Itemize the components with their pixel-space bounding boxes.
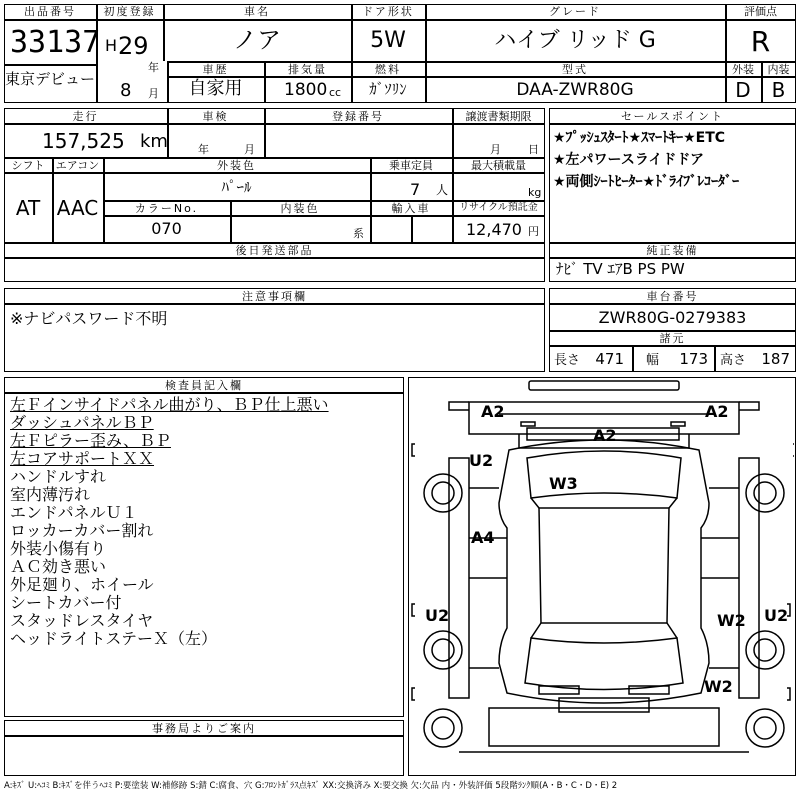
month-unit: 月 <box>148 87 159 100</box>
spec-label: 諸元 <box>659 332 686 345</box>
damage-mark: W3 <box>549 474 578 493</box>
inspector-line: ハンドルすれ <box>10 467 107 486</box>
reg-month: 8 <box>120 80 132 101</box>
type: DAA-ZWR80G <box>516 80 634 100</box>
capacity: 7 <box>410 180 421 199</box>
transfer-month-unit: 月 <box>490 143 501 156</box>
ac: AAC <box>56 196 99 220</box>
inspector-line: ダッシュパネルＢＰ <box>10 413 154 432</box>
interior-label: 内装 <box>767 63 790 76</box>
inspector-line: 外足廻り、ホイール <box>10 575 154 594</box>
fuel-label: 燃料 <box>375 63 401 76</box>
capacity-unit: 人 <box>436 183 449 197</box>
color-no: 070 <box>151 219 182 238</box>
exterior-label: 外装 <box>732 63 754 76</box>
shift: AT <box>15 196 41 220</box>
height-label: 高さ <box>720 353 747 368</box>
office-label: 事務局よりご案内 <box>152 722 256 735</box>
height: 187 <box>761 350 790 368</box>
notes-label: 注意事項欄 <box>242 290 307 303</box>
era: H <box>105 36 118 55</box>
length-label: 長さ <box>554 353 581 368</box>
ac-label: エアコン <box>55 159 100 172</box>
inspector-notes <box>10 396 329 648</box>
car-diagram-block <box>408 377 796 776</box>
inspector-line: エンドパネルＵ１ <box>10 503 138 522</box>
inspector-line: 左Ｆインサイドパネル曲がり、ＢＰ仕上悪い <box>10 395 329 414</box>
type-label: 型式 <box>562 63 588 76</box>
damage-mark: A2 <box>705 402 729 421</box>
grade: ハイブ リッド G <box>494 28 656 53</box>
shift-label: シフト <box>11 159 45 172</box>
later-parts-label: 後日発送部品 <box>235 244 314 257</box>
int-color-unit: 系 <box>353 227 364 240</box>
first-reg-label: 初度登録 <box>103 5 156 18</box>
mileage-unit: km <box>140 131 168 152</box>
history: 自家用 <box>188 78 243 99</box>
transfer-label: 譲渡書類期限 <box>465 110 532 123</box>
model: ノア <box>233 26 281 54</box>
load-unit: kg <box>528 186 542 199</box>
sales-points <box>553 127 739 193</box>
score: R <box>750 25 771 58</box>
lot-no-label: 出品番号 <box>24 5 76 18</box>
color: ﾊﾟｰﾙ <box>221 178 252 196</box>
door-label: ドア形状 <box>362 5 414 18</box>
inspector-line: ロッカーカバー割れ <box>10 521 154 540</box>
width: 173 <box>679 350 708 368</box>
inspection-month-unit: 月 <box>244 143 255 156</box>
notes-text: ※ナビパスワード不明 <box>10 309 168 328</box>
model-label: 車名 <box>244 5 270 18</box>
recycle-label: リサイクル預託金 <box>459 202 538 213</box>
reg-year: 29 <box>118 32 149 60</box>
import-label: 輸入車 <box>391 202 431 215</box>
color-label: 外装色 <box>217 159 256 172</box>
damage-mark: A2 <box>593 426 617 445</box>
width-label: 幅 <box>646 353 660 368</box>
displacement: 1800 <box>284 80 328 100</box>
color-no-label: カラーNo. <box>134 202 199 215</box>
inspector-line: ヘッドライトステーＸ（左） <box>10 629 218 648</box>
load-label: 最大積載量 <box>471 159 526 172</box>
sales-point: ★両側ｼｰﾄﾋｰﾀｰ★ﾄﾞﾗｲﾌﾞﾚｺｰﾀﾞｰ <box>553 174 740 190</box>
debut-label: 東京デビュー <box>4 70 95 88</box>
inspector-line: シートカバー付 <box>10 593 122 612</box>
damage-mark: U2 <box>469 451 494 470</box>
inspector-line: 外装小傷有り <box>10 539 107 558</box>
inspector-line: スタッドレスタイヤ <box>10 611 154 630</box>
damage-mark: U2 <box>764 606 789 625</box>
mileage: 157,525 <box>42 129 125 153</box>
int-color-label: 内装色 <box>280 202 320 215</box>
mileage-label: 走行 <box>72 110 99 123</box>
inspector-line: 左コアサポートＸＸ <box>10 449 155 468</box>
plate-label: 登録番号 <box>332 110 384 123</box>
displacement-unit: cc <box>329 86 342 99</box>
chassis-label: 車台番号 <box>646 290 699 303</box>
history-label: 車歴 <box>202 63 229 76</box>
capacity-label: 乗車定員 <box>389 159 433 172</box>
length: 471 <box>595 350 624 368</box>
interior-grade: B <box>771 78 786 102</box>
lot-no: 33137 <box>10 25 101 60</box>
sales-label: セールスポイント <box>620 110 724 123</box>
equipment: ﾅﾋﾞ TV ｴｱB PS PW <box>556 260 685 278</box>
inspector-line: 室内薄汚れ <box>10 485 91 504</box>
legend-text: A:ｷｽﾞ U:ﾍｺﾐ B:ｷｽﾞを伴うﾍｺﾐ P:要塗装 W:補修跡 S:錆 C:腐食、穴 G:ﾌﾛﾝﾄｶﾞﾗｽ点ｷｽﾞ XX:交換済み X:要交換 欠:欠品 内・外装評価 5段階ﾗﾝｸ順(A・B・C・D・E) 2 <box>4 781 618 791</box>
recycle: 12,470 <box>466 220 522 239</box>
sales-point: ★左パワースライドドア <box>553 152 705 168</box>
grade-label: グレード <box>549 5 601 18</box>
inspector-line: 左Ｆピラー歪み、ＢＰ <box>10 431 171 450</box>
inspector-label: 検査員記入欄 <box>165 379 243 392</box>
fuel: ｶﾞｿﾘﾝ <box>369 80 407 98</box>
transfer-day-unit: 日 <box>528 143 539 156</box>
door: 5W <box>370 28 406 53</box>
recycle-unit: 円 <box>528 225 539 238</box>
year-unit: 年 <box>148 61 159 74</box>
inspector-line: ＡＣ効き悪い <box>10 557 107 576</box>
sales-point: ★ﾌﾟｯｼｭｽﾀｰﾄ★ｽﾏｰﾄｷｰ★ETC <box>553 130 726 146</box>
score-label: 評価点 <box>744 5 777 18</box>
inspection-label: 車検 <box>202 110 229 123</box>
inspection-year-unit: 年 <box>198 143 209 156</box>
displacement-label: 排気量 <box>288 63 327 76</box>
damage-mark: U2 <box>425 606 450 625</box>
damage-mark: A2 <box>481 402 505 421</box>
exterior-grade: D <box>735 78 751 102</box>
equipment-label: 純正装備 <box>646 244 699 257</box>
chassis-number: ZWR80G-0279383 <box>598 308 747 327</box>
damage-mark: W2 <box>717 611 746 630</box>
damage-mark: W2 <box>704 677 733 696</box>
damage-mark: A4 <box>471 528 495 547</box>
